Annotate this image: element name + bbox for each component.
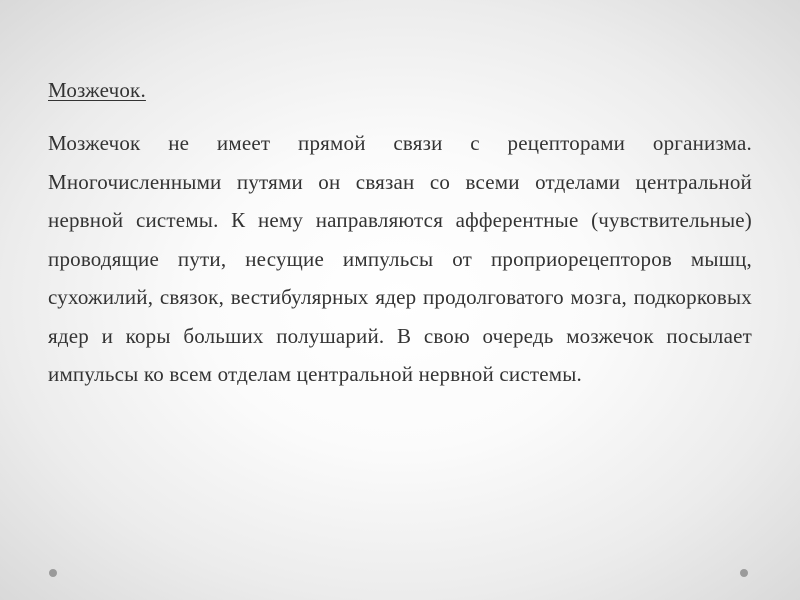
bottom-right-dot-icon [740,569,748,577]
bottom-left-dot-icon [49,569,57,577]
slide-title: Мозжечок. [48,78,146,102]
slide-body-text: Мозжечок не имеет прямой связи с рецепторами организма. Многочисленными путями он связан со всеми отделами центральной нервной системы. К нему направляются афферентные (чувствительные) проводящие пути, несущие импульсы от проприорецепторов мышц, сухожилий, связок, вестибулярных ядер продолговатого мозга, подкорковых ядер и коры больших полушарий. В свою очередь мозжечок посылает импульсы ко всем отделам центральной нервной системы. [48,131,752,386]
